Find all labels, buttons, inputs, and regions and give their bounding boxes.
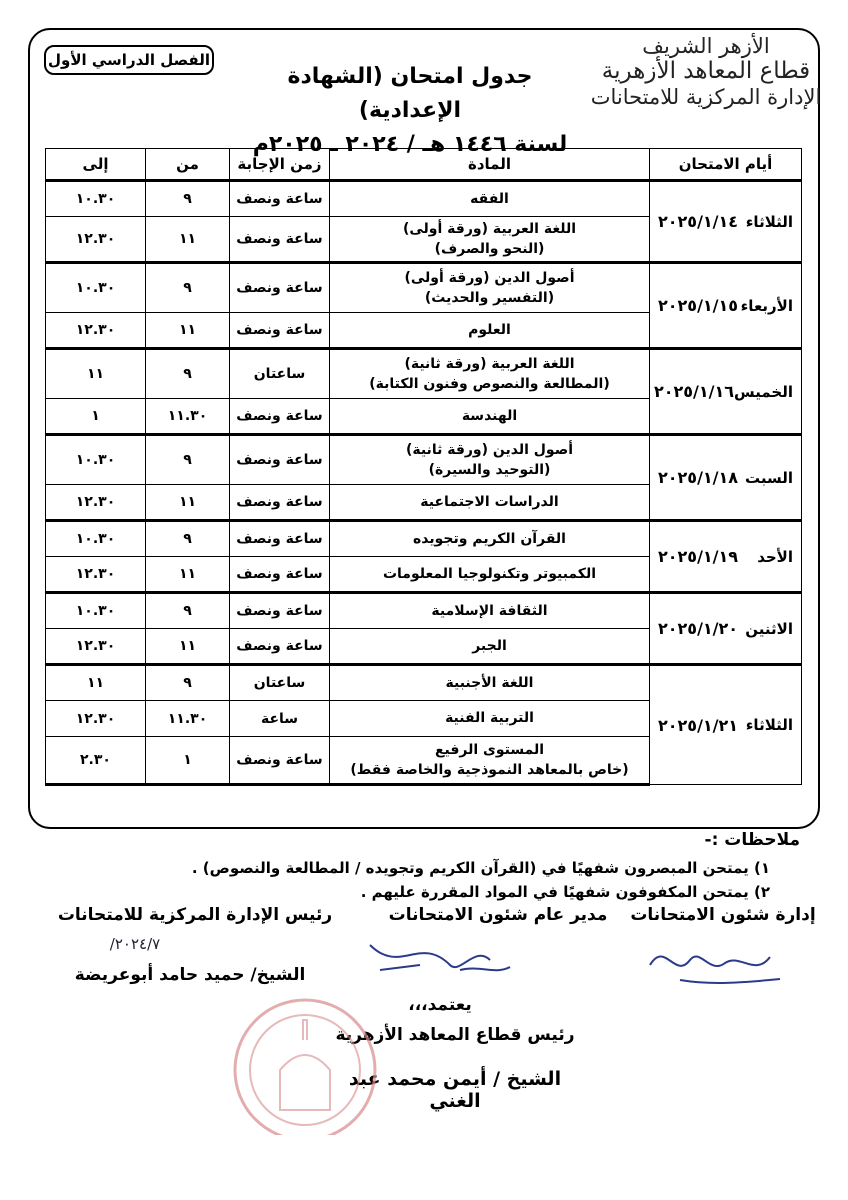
subject-cell: اللغة العربية (ورقة أولى) (النحو والصرف) <box>330 217 650 263</box>
start-time-cell: ١١ <box>146 557 230 593</box>
end-time-cell: ١٢.٣٠ <box>46 557 146 593</box>
subject-cell: الثقافة الإسلامية <box>330 593 650 629</box>
end-time-cell: ١٢.٣٠ <box>46 629 146 665</box>
end-time-cell: ١٢.٣٠ <box>46 313 146 349</box>
duration-cell: ساعة ونصف <box>230 181 330 217</box>
schedule-body <box>46 181 802 785</box>
signature-central-head: رئيس الإدارة المركزية للامتحانات <box>57 905 333 925</box>
duration-cell: ساعة ونصف <box>230 217 330 263</box>
sector-head-title: رئيس قطاع المعاهد الأزهرية <box>335 1025 575 1045</box>
end-time-cell: ١١ <box>46 349 146 399</box>
end-time-cell: ١٠.٣٠ <box>46 521 146 557</box>
start-time-cell: ٩ <box>146 435 230 485</box>
start-time-cell: ٩ <box>146 521 230 557</box>
start-time-cell: ١١ <box>146 217 230 263</box>
signature-exams-admin: إدارة شئون الامتحانات <box>630 905 816 925</box>
day-name: الثلاثاء <box>745 212 793 231</box>
exam-day-cell <box>650 349 802 435</box>
logo-line-2: قطاع المعاهد الأزهرية <box>601 58 811 85</box>
table-row <box>46 181 802 217</box>
notes-section <box>50 830 800 904</box>
exam-day-cell <box>650 263 802 349</box>
table-header-row <box>46 149 802 181</box>
end-time-cell: ١٠.٣٠ <box>46 181 146 217</box>
exam-date: ٢٠٢٥/١/١٦ <box>653 382 735 401</box>
exam-day-cell <box>650 665 802 785</box>
exam-date: ٢٠٢٥/١/١٩ <box>658 547 739 566</box>
notes-heading: ملاحظات :- <box>704 830 800 850</box>
end-time-cell: ١٢.٣٠ <box>46 217 146 263</box>
duration-cell: ساعة ونصف <box>230 521 330 557</box>
signature-central-head-name: الشيخ/ حميد حامد أبوعريضة <box>74 965 306 985</box>
end-time-cell: ١ <box>46 399 146 435</box>
table-row <box>46 435 802 485</box>
start-time-cell: ٩ <box>146 593 230 629</box>
duration-cell: ساعة ونصف <box>230 485 330 521</box>
start-time-cell: ١ <box>146 737 230 785</box>
subject-cell: اللغة العربية (ورقة ثانية) (المطالعة والنصوص وفنون الكتابة) <box>330 349 650 399</box>
subject-cell: أصول الدين (ورقة ثانية) (التوحيد والسيرة) <box>330 435 650 485</box>
exam-date: ٢٠٢٥/١/١٨ <box>658 468 739 487</box>
exam-day-cell <box>650 435 802 521</box>
table-row <box>46 263 802 313</box>
duration-cell: ساعة ونصف <box>230 629 330 665</box>
title-line-2: لسنة ١٤٤٦ هـ / ٢٠٢٤ ـ ٢٠٢٥م <box>252 132 568 157</box>
end-time-cell: ١٢.٣٠ <box>46 485 146 521</box>
duration-cell: ساعة <box>230 701 330 737</box>
note-item-2: ٢) يمتحن المكفوفون شفهيًا في المواد المقررة عليهم . <box>360 883 770 901</box>
exam-day-cell <box>650 181 802 263</box>
end-time-cell: ١٢.٣٠ <box>46 701 146 737</box>
duration-cell: ساعة ونصف <box>230 263 330 313</box>
subject-cell: القرآن الكريم وتجويده <box>330 521 650 557</box>
start-time-cell: ٩ <box>146 349 230 399</box>
start-time-cell: ٩ <box>146 181 230 217</box>
day-name: الأربعاء <box>740 296 793 315</box>
table-row <box>46 665 802 701</box>
start-time-cell: ١١.٣٠ <box>146 399 230 435</box>
end-time-cell: ١٠.٣٠ <box>46 593 146 629</box>
exam-day-cell <box>650 593 802 665</box>
subject-cell: اللغة الأجنبية <box>330 665 650 701</box>
day-name: الخميس <box>734 382 793 401</box>
start-time-cell: ٩ <box>146 665 230 701</box>
end-time-cell: ١٠.٣٠ <box>46 435 146 485</box>
document-title <box>240 60 580 162</box>
exam-day-cell <box>650 521 802 593</box>
end-time-cell: ٢.٣٠ <box>46 737 146 785</box>
duration-cell: ساعة ونصف <box>230 737 330 785</box>
title-line-1: جدول امتحان (الشهادة الإعدادية) <box>287 64 533 123</box>
duration-cell: ساعة ونصف <box>230 313 330 349</box>
header-from: من <box>146 149 230 181</box>
day-name: الأحد <box>757 547 793 566</box>
duration-cell: ساعة ونصف <box>230 399 330 435</box>
table-row <box>46 349 802 399</box>
duration-cell: ساعتان <box>230 349 330 399</box>
table-row <box>46 521 802 557</box>
subject-cell: الجبر <box>330 629 650 665</box>
exam-date: ٢٠٢٥/١/١٤ <box>658 212 739 231</box>
start-time-cell: ٩ <box>146 263 230 313</box>
start-time-cell: ١١ <box>146 629 230 665</box>
day-name: الاثنين <box>745 619 793 638</box>
table-row <box>46 593 802 629</box>
duration-cell: ساعة ونصف <box>230 593 330 629</box>
day-name: الثلاثاء <box>745 716 793 734</box>
logo-line-3: الإدارة المركزية للامتحانات <box>590 84 822 109</box>
start-time-cell: ١١.٣٠ <box>146 701 230 737</box>
duration-cell: ساعتان <box>230 665 330 701</box>
exams-admin-signature-scribble <box>640 935 790 990</box>
subject-cell: الكمبيوتر وتكنولوجيا المعلومات <box>330 557 650 593</box>
signature-general-manager: مدير عام شئون الامتحانات <box>388 905 608 925</box>
header-days: أيام الامتحان <box>650 149 802 181</box>
exam-date: ٢٠٢٥/١/٢١ <box>658 715 739 735</box>
exam-date: ٢٠٢٥/١/١٥ <box>658 296 739 315</box>
duration-cell: ساعة ونصف <box>230 435 330 485</box>
al-azhar-logo <box>586 34 826 130</box>
subject-cell: الهندسة <box>330 399 650 435</box>
subject-cell: الفقه <box>330 181 650 217</box>
start-time-cell: ١١ <box>146 485 230 521</box>
day-name: السبت <box>744 468 793 487</box>
semester-badge: الفصل الدراسي الأول <box>44 45 214 75</box>
official-seal-stamp <box>185 990 425 1135</box>
header-duration: زمن الإجابة <box>230 149 330 181</box>
duration-cell: ساعة ونصف <box>230 557 330 593</box>
signature-central-head-date: ٢٠٢٤/٧/ <box>109 935 161 953</box>
subject-cell: الدراسات الاجتماعية <box>330 485 650 521</box>
exam-date: ٢٠٢٥/١/٢٠ <box>658 619 739 638</box>
approval-label: يعتمد،،، <box>408 995 472 1015</box>
note-item-1: ١) يمتحن المبصرون شفهيًا في (القرآن الكريم وتجويده / المطالعة والنصوص) . <box>191 859 770 877</box>
end-time-cell: ١٠.٣٠ <box>46 263 146 313</box>
sector-head-name: الشيخ / أيمن محمد عبد الغني <box>348 1068 562 1112</box>
end-time-cell: ١١ <box>46 665 146 701</box>
subject-cell: المستوى الرفيع (خاص بالمعاهد النموذجية والخاصة فقط) <box>330 737 650 785</box>
logo-line-1: الأزهر الشريف <box>642 34 770 58</box>
start-time-cell: ١١ <box>146 313 230 349</box>
exam-schedule-table <box>45 148 802 786</box>
general-manager-signature-scribble <box>360 925 520 985</box>
subject-cell: العلوم <box>330 313 650 349</box>
subject-cell: التربية الفنية <box>330 701 650 737</box>
header-to: إلى <box>46 149 146 181</box>
header-subject: المادة <box>330 149 650 181</box>
subject-cell: أصول الدين (ورقة أولى) (التفسير والحديث) <box>330 263 650 313</box>
